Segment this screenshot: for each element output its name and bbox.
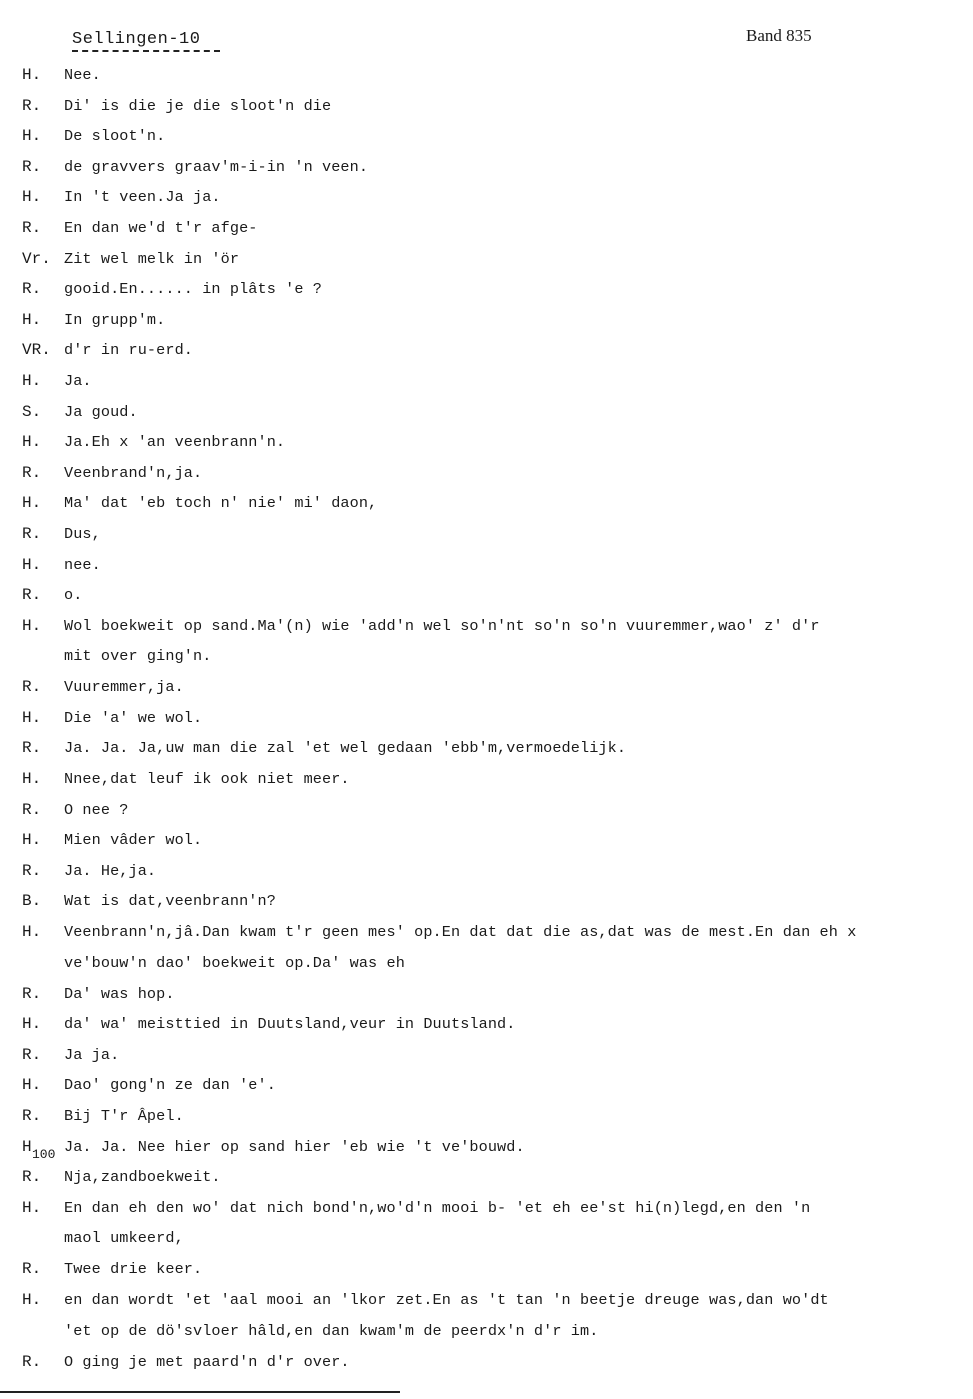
- speaker-label: B.: [22, 892, 42, 911]
- transcript-line: [22, 733, 967, 764]
- speaker-label: R.: [22, 463, 42, 482]
- speaker-label: R.: [22, 984, 42, 1003]
- utterance-text: Veenbrann'n,jâ.Dan kwam t'r geen mes' op.En dat dat die as,dat was de mest.En dan eh x: [64, 923, 857, 942]
- utterance-text: Ja.Eh x 'an veenbrann'n.: [64, 433, 286, 452]
- utterance-text: Twee drie keer.: [64, 1260, 203, 1279]
- document-title: Sellingen-10: [72, 30, 201, 49]
- utterance-text: en dan wordt 'et 'aal mooi an 'lkor zet.En as 't tan 'n beetje dreuge was,dan wo'dt: [64, 1290, 829, 1309]
- band-number: Band 835: [746, 26, 812, 45]
- transcript-line: [22, 60, 967, 91]
- bottom-rule: [0, 1391, 400, 1393]
- speaker-label: R.: [22, 1107, 42, 1125]
- speaker-label: R.: [22, 524, 42, 543]
- transcript-lines: [22, 60, 967, 1377]
- transcript-line: [22, 1070, 967, 1101]
- transcript-line: [22, 948, 967, 979]
- utterance-text: Ma' dat 'eb toch n' nie' mi' daon,: [64, 494, 378, 513]
- utterance-text: Wol boekweit op sand.Ma'(n) wie 'add'n wel so'n'nt so'n so'n vuuremmer,wao' z' d'r: [64, 616, 820, 635]
- transcript-line: [22, 427, 967, 458]
- transcript-line: [22, 1040, 967, 1071]
- utterance-text: De sloot'n.: [64, 127, 166, 146]
- speaker-label: Vr.: [22, 249, 51, 268]
- transcript-line: [22, 213, 967, 244]
- utterance-text: Nja,zandboekweit.: [64, 1168, 221, 1187]
- transcript-line: [22, 274, 967, 305]
- transcript-line: [22, 795, 967, 826]
- transcript-line: [22, 672, 967, 703]
- transcript-line: [22, 91, 967, 122]
- speaker-label: H.: [22, 1015, 42, 1034]
- transcript-line: [22, 886, 967, 917]
- speaker-label: H.: [22, 371, 42, 390]
- utterance-text: Ja. Ja. Nee hier op sand hier 'eb wie 't ve'bouwd.: [64, 1137, 525, 1156]
- transcript-line: [22, 488, 967, 519]
- utterance-text: nee.: [64, 555, 101, 574]
- speaker-label: H: [22, 1137, 32, 1156]
- speaker-label: R.: [22, 800, 42, 819]
- utterance-text: Vuuremmer,ja.: [64, 678, 184, 697]
- speaker-label: H.: [22, 708, 42, 727]
- transcript-line: [22, 1132, 967, 1163]
- transcript-line: [22, 1162, 967, 1193]
- utterance-text: En dan we'd t'r afge-: [64, 218, 258, 237]
- speaker-label: R.: [22, 861, 42, 880]
- utterance-text: In 't veen.Ja ja.: [64, 188, 221, 207]
- transcript-line: [22, 335, 967, 366]
- utterance-text: da' wa' meisttied in Duutsland,veur in Duutsland.: [64, 1015, 516, 1034]
- transcript-line: [22, 305, 967, 336]
- transcript-line: [22, 1223, 967, 1254]
- transcript-line: [22, 550, 967, 581]
- speaker-label: S.: [22, 402, 42, 421]
- transcript-line: [22, 458, 967, 489]
- speaker-label: H.: [22, 433, 42, 452]
- speaker-label: H.: [22, 770, 42, 789]
- utterance-text: En dan eh den wo' dat nich bond'n,wo'd'n mooi b- 'et eh ee'st hi(n)legd,en den 'n: [64, 1198, 811, 1217]
- transcript-line: [22, 856, 967, 887]
- speaker-label: H.: [22, 555, 42, 574]
- utterance-text: Dus,: [64, 524, 101, 543]
- transcript-line: [22, 1285, 967, 1316]
- speaker-label: R.: [22, 280, 42, 299]
- transcript-line: [22, 366, 967, 397]
- utterance-text: Wat is dat,veenbrann'n?: [64, 892, 276, 911]
- utterance-text: Ja.: [64, 371, 92, 390]
- speaker-label: R.: [22, 1352, 42, 1371]
- speaker-label: R.: [22, 1260, 42, 1279]
- transcript-line: [22, 1101, 967, 1132]
- utterance-text: ve'bouw'n dao' boekweit op.Da' was eh: [64, 953, 405, 972]
- transcript-line: [22, 244, 967, 275]
- utterance-text: de gravvers graav'm-i-in 'n veen.: [64, 157, 369, 176]
- utterance-text: Dao' gong'n ze dan 'e'.: [64, 1076, 276, 1095]
- utterance-text: mit over ging'n.: [64, 647, 212, 666]
- utterance-text: Veenbrand'n,ja.: [64, 463, 203, 482]
- utterance-text: gooid.En...... in plâts 'e ?: [64, 280, 322, 299]
- utterance-text: Ja. He,ja.: [64, 861, 157, 880]
- speaker-label: R.: [22, 1168, 42, 1187]
- utterance-text: O ging je met paard'n d'r over.: [64, 1352, 350, 1371]
- utterance-text: Nnee,dat leuf ik ook niet meer.: [64, 770, 350, 789]
- transcript-line: [22, 152, 967, 183]
- transcript-line: [22, 182, 967, 213]
- speaker-label: VR.: [22, 341, 51, 360]
- speaker-label: R.: [22, 739, 42, 758]
- utterance-text: In grupp'm.: [64, 310, 166, 329]
- speaker-label: H.: [22, 310, 42, 329]
- transcript-line: [22, 1254, 967, 1285]
- utterance-text: Ja ja.: [64, 1045, 120, 1064]
- speaker-label: R.: [22, 586, 42, 605]
- utterance-text: 'et op de dö'svloer hâld,en dan kwam'm de peerdx'n d'r im.: [64, 1321, 599, 1340]
- utterance-text: maol umkeerd,: [64, 1229, 184, 1248]
- transcript-line: [22, 397, 967, 428]
- speaker-label: H.: [22, 1290, 42, 1309]
- speaker-label: R.: [22, 157, 42, 176]
- utterance-text: Bij T'r Âpel.: [64, 1107, 184, 1125]
- speaker-label: H.: [22, 127, 42, 146]
- utterance-text: o.: [64, 586, 83, 605]
- speaker-label: H.: [22, 616, 42, 635]
- utterance-text: Mien vâder wol.: [64, 831, 203, 850]
- title-underline: [72, 50, 220, 52]
- transcript-line: [22, 121, 967, 152]
- utterance-text: Ja goud.: [64, 402, 138, 421]
- speaker-label: H.: [22, 188, 42, 207]
- transcript-line: [22, 1347, 967, 1378]
- transcript-line: [22, 1009, 967, 1040]
- speaker-label: H.: [22, 1198, 42, 1217]
- utterance-text: Zit wel melk in 'ör: [64, 249, 240, 268]
- transcript-line: [22, 611, 967, 642]
- transcript-line: [22, 764, 967, 795]
- transcript-line: [22, 580, 967, 611]
- utterance-text: O nee ?: [64, 800, 129, 819]
- speaker-label: R.: [22, 1045, 42, 1064]
- speaker-label: R.: [22, 96, 42, 115]
- utterance-text: d'r in ru-erd.: [64, 341, 193, 360]
- speaker-label: H.: [22, 923, 42, 942]
- speaker-label: H.: [22, 831, 42, 850]
- transcript-line: [22, 519, 967, 550]
- speaker-label: R.: [22, 218, 42, 237]
- transcript-line: [22, 703, 967, 734]
- speaker-label: H.: [22, 66, 42, 84]
- speaker-label: H.: [22, 494, 42, 513]
- speaker-label: R.: [22, 678, 42, 697]
- transcript-line: [22, 917, 967, 948]
- transcript-line: [22, 1193, 967, 1224]
- utterance-text: Di' is die je die sloot'n die: [64, 96, 332, 115]
- speaker-label: H.: [22, 1076, 42, 1095]
- utterance-text: Da' was hop.: [64, 984, 175, 1003]
- transcript-line: [22, 825, 967, 856]
- utterance-text: Die 'a' we wol.: [64, 708, 203, 727]
- utterance-text: Nee.: [64, 66, 101, 84]
- transcript-line: [22, 1316, 967, 1347]
- utterance-text: Ja. Ja. Ja,uw man die zal 'et wel gedaan 'ebb'm,vermoedelijk.: [64, 739, 627, 758]
- transcript-line: [22, 641, 967, 672]
- transcript-line: [22, 979, 967, 1010]
- line-number-marker: 100: [32, 1146, 56, 1162]
